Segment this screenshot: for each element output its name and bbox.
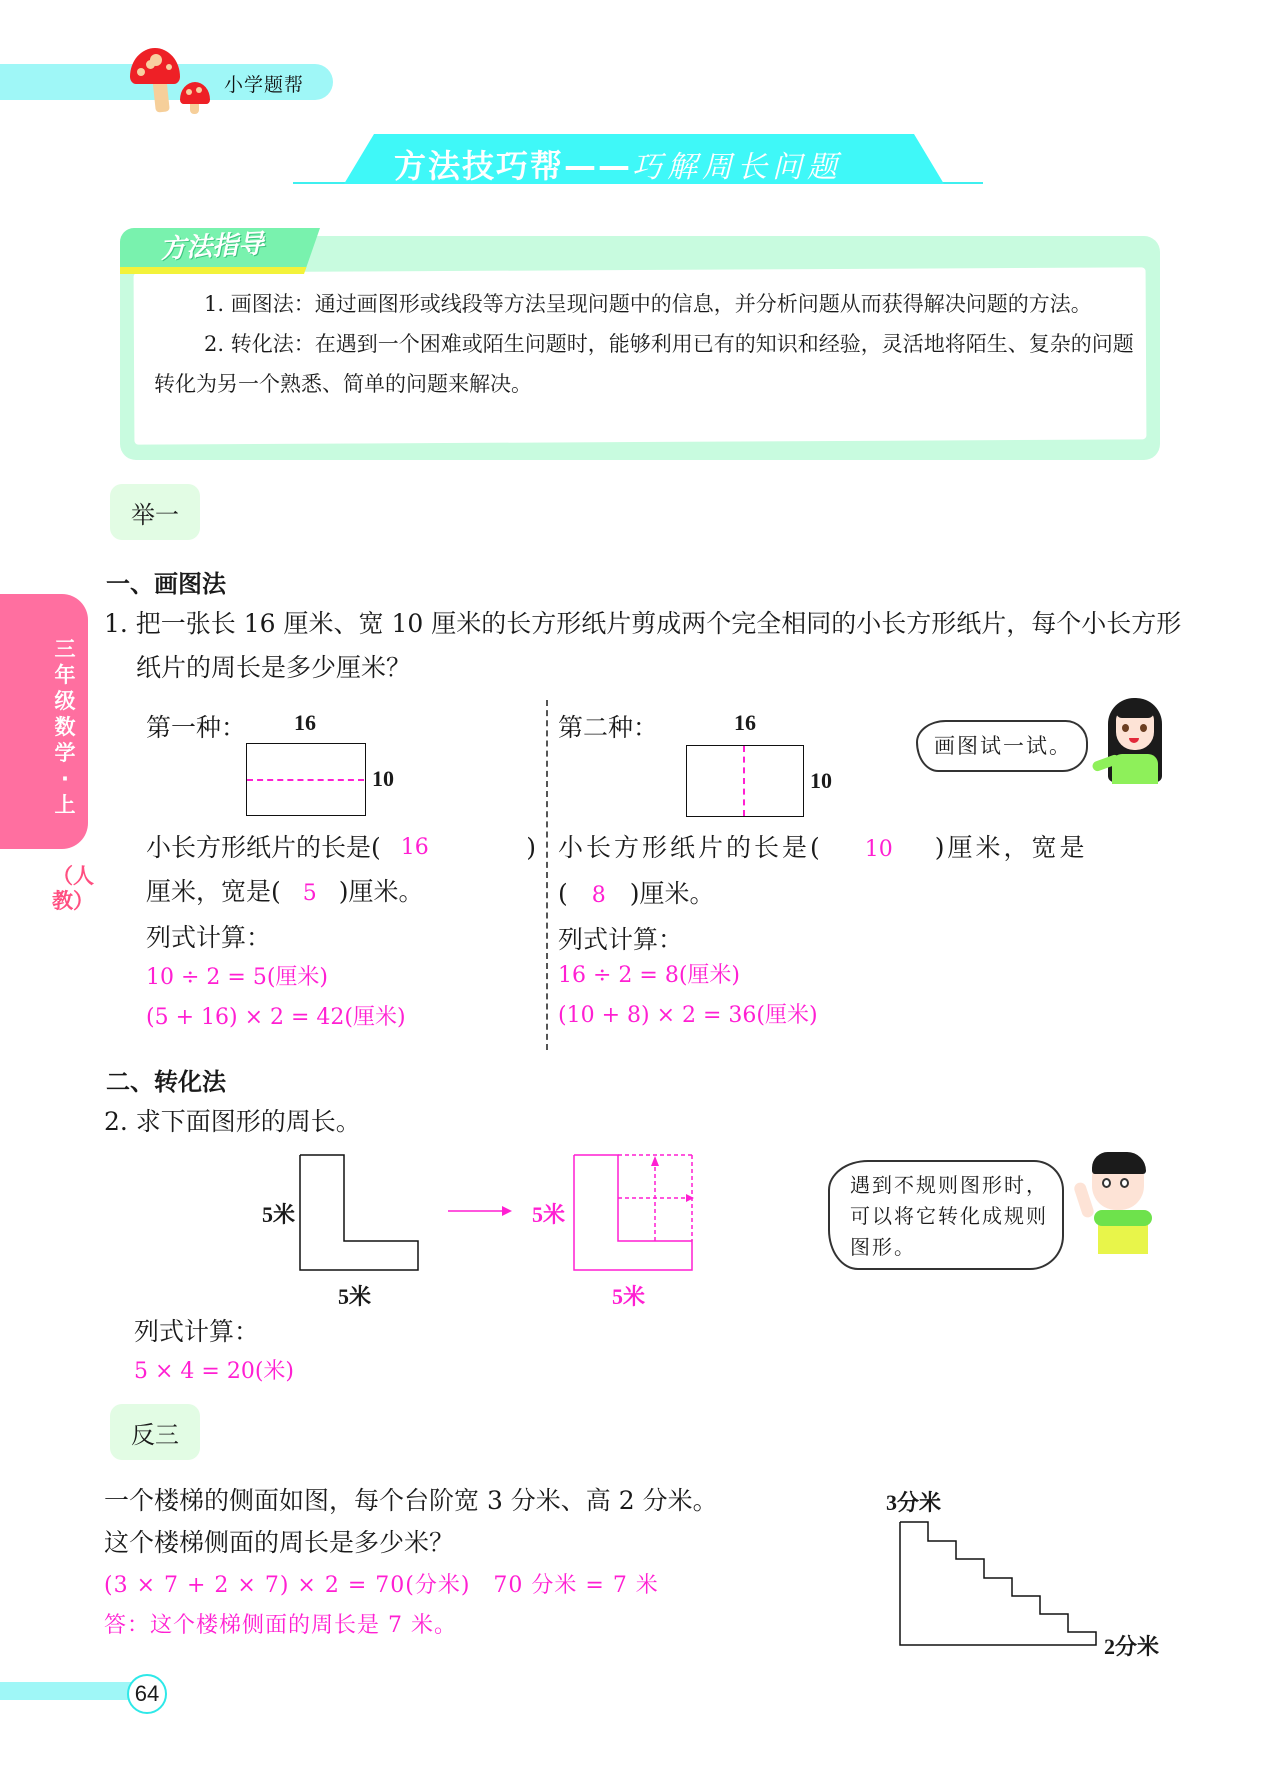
question-1 — [104, 602, 1184, 690]
section2-calculation: 5 × 4 = 20(米) — [134, 1359, 294, 1384]
grade-label: 三年级数学·上 — [54, 637, 76, 817]
practice-answer-calc: (3 × 7 + 2 × 7) × 2 = 70(分米) 70 分米 = 7 米 — [104, 1573, 659, 1598]
girl-bubble-text: 画图试一试。 — [934, 734, 1072, 758]
method-b-width-end: )厘米。 — [629, 879, 715, 908]
method-a-paren-close: ) — [526, 833, 536, 862]
practice-answer-text: 答：这个楼梯侧面的周长是 7 米。 — [104, 1613, 457, 1638]
method-guide-text — [154, 284, 1144, 404]
title-main: 方法技巧帮—— — [394, 147, 633, 185]
method-b-width-answer: 8 — [591, 883, 606, 908]
l-shape-height-label: 5米 — [262, 1202, 296, 1227]
method-a-label: 第一种： — [146, 713, 247, 742]
method-b-calc-step-2: (10 + 8) × 2 = 36(厘米) — [558, 1003, 818, 1028]
page-title — [394, 141, 842, 187]
method-a-length-answer: 16 — [400, 835, 429, 860]
practice-question-line-1: 一个楼梯的侧面如图，每个台阶宽 3 分米、高 2 分米。 — [104, 1486, 718, 1515]
method-item-drawing: 1. 画图法：通过画图形或线段等方法呈现问题中的信息，并分析问题从而获得解决问题的方法。 — [204, 292, 1092, 316]
footer-band — [0, 1682, 135, 1700]
method-a-width-answer: 5 — [302, 881, 317, 906]
method-b-rectangle — [686, 745, 804, 817]
method-b-calc-step-1: 16 ÷ 2 = 8(厘米) — [558, 963, 740, 988]
brand-name: 小学题帮 — [224, 74, 305, 96]
method-a-width-start: 厘米，宽是( — [146, 877, 281, 906]
method-b-calculation — [558, 956, 818, 1036]
method-a-calc-label: 列式计算： — [146, 923, 272, 952]
method-b-label: 第二种： — [558, 713, 659, 742]
method-a-calc-step-1: 10 ÷ 2 = 5(厘米) — [146, 965, 328, 990]
stair-step-width-label: 3分米 — [886, 1490, 942, 1515]
method-b-calc-label: 列式计算： — [558, 925, 684, 954]
title-subtitle: 巧解周长问题 — [632, 150, 843, 185]
section2-calc-label: 列式计算： — [134, 1317, 260, 1346]
method-b-length-answer: 10 — [864, 837, 893, 862]
method-b-width-start: ( — [558, 879, 568, 908]
mushroom-icon — [130, 48, 210, 114]
l-shape-width-label: 5米 — [338, 1284, 372, 1309]
method-b-sentence-mid: )厘米，宽是 — [934, 833, 1088, 862]
method-item-transform: 2. 转化法：在遇到一个困难或陌生问题时，能够利用已有的知识和经验，灵活地将陌生、复杂的问题转化为另一个熟悉、简单的问题来解决。 — [154, 332, 1134, 396]
girl-speech-bubble — [916, 720, 1088, 772]
question-1-text: 1. 把一张长 16 厘米、宽 10 厘米的长方形纸片剪成两个完全相同的小长方形纸片，每个小长方形纸片的周长是多少厘米？ — [104, 609, 1182, 682]
method-a-dim-top: 16 — [294, 710, 316, 735]
boy-bubble-text: 遇到不规则图形时，可以将它转化成规则图形。 — [850, 1173, 1048, 1259]
method-a-calc-step-2: (5 + 16) × 2 = 42(厘米) — [146, 1005, 406, 1030]
method-a-sentence-start: 小长方形纸片的长是( — [146, 833, 381, 862]
method-guide-label: 方法指导 — [159, 229, 265, 265]
page-number: 64 — [127, 1674, 167, 1714]
method-a-width-end: )厘米。 — [338, 877, 424, 906]
example-badge: 举一 — [110, 484, 200, 540]
square-width-label: 5米 — [612, 1284, 646, 1309]
method-a-rectangle — [246, 743, 366, 816]
transform-arrow-icon — [446, 1204, 516, 1218]
question-2: 2. 求下面图形的周长。 — [104, 1107, 361, 1136]
practice-question — [104, 1480, 718, 1564]
boy-character-icon — [1076, 1152, 1166, 1256]
practice-question-line-2: 这个楼梯侧面的周长是多少米？ — [104, 1528, 455, 1557]
horizontal-cut-line — [247, 779, 364, 781]
staircase-figure — [890, 1512, 1100, 1652]
method-a-calculation — [146, 958, 406, 1038]
method-b-sentence-start: 小长方形纸片的长是( — [558, 833, 823, 862]
method-a-dim-right: 10 — [372, 766, 394, 791]
girl-character-icon — [1100, 698, 1170, 786]
boy-speech-bubble — [828, 1160, 1064, 1270]
method-b-answer — [558, 826, 1138, 962]
vertical-cut-line — [743, 746, 745, 816]
stair-step-height-label: 2分米 — [1104, 1634, 1160, 1659]
practice-answer — [104, 1566, 659, 1646]
square-height-label: 5米 — [532, 1202, 566, 1227]
section-heading-drawing: 一、画图法 — [106, 570, 226, 598]
transformed-square-figure — [568, 1150, 708, 1290]
method-b-dim-top: 16 — [734, 710, 756, 735]
method-b-dim-right: 10 — [810, 768, 832, 793]
column-divider — [546, 700, 548, 1050]
practice-badge: 反三 — [110, 1404, 200, 1460]
section-heading-transform: 二、转化法 — [106, 1068, 226, 1096]
method-a-answer — [146, 826, 536, 960]
edition-label: （人教） — [52, 864, 94, 913]
